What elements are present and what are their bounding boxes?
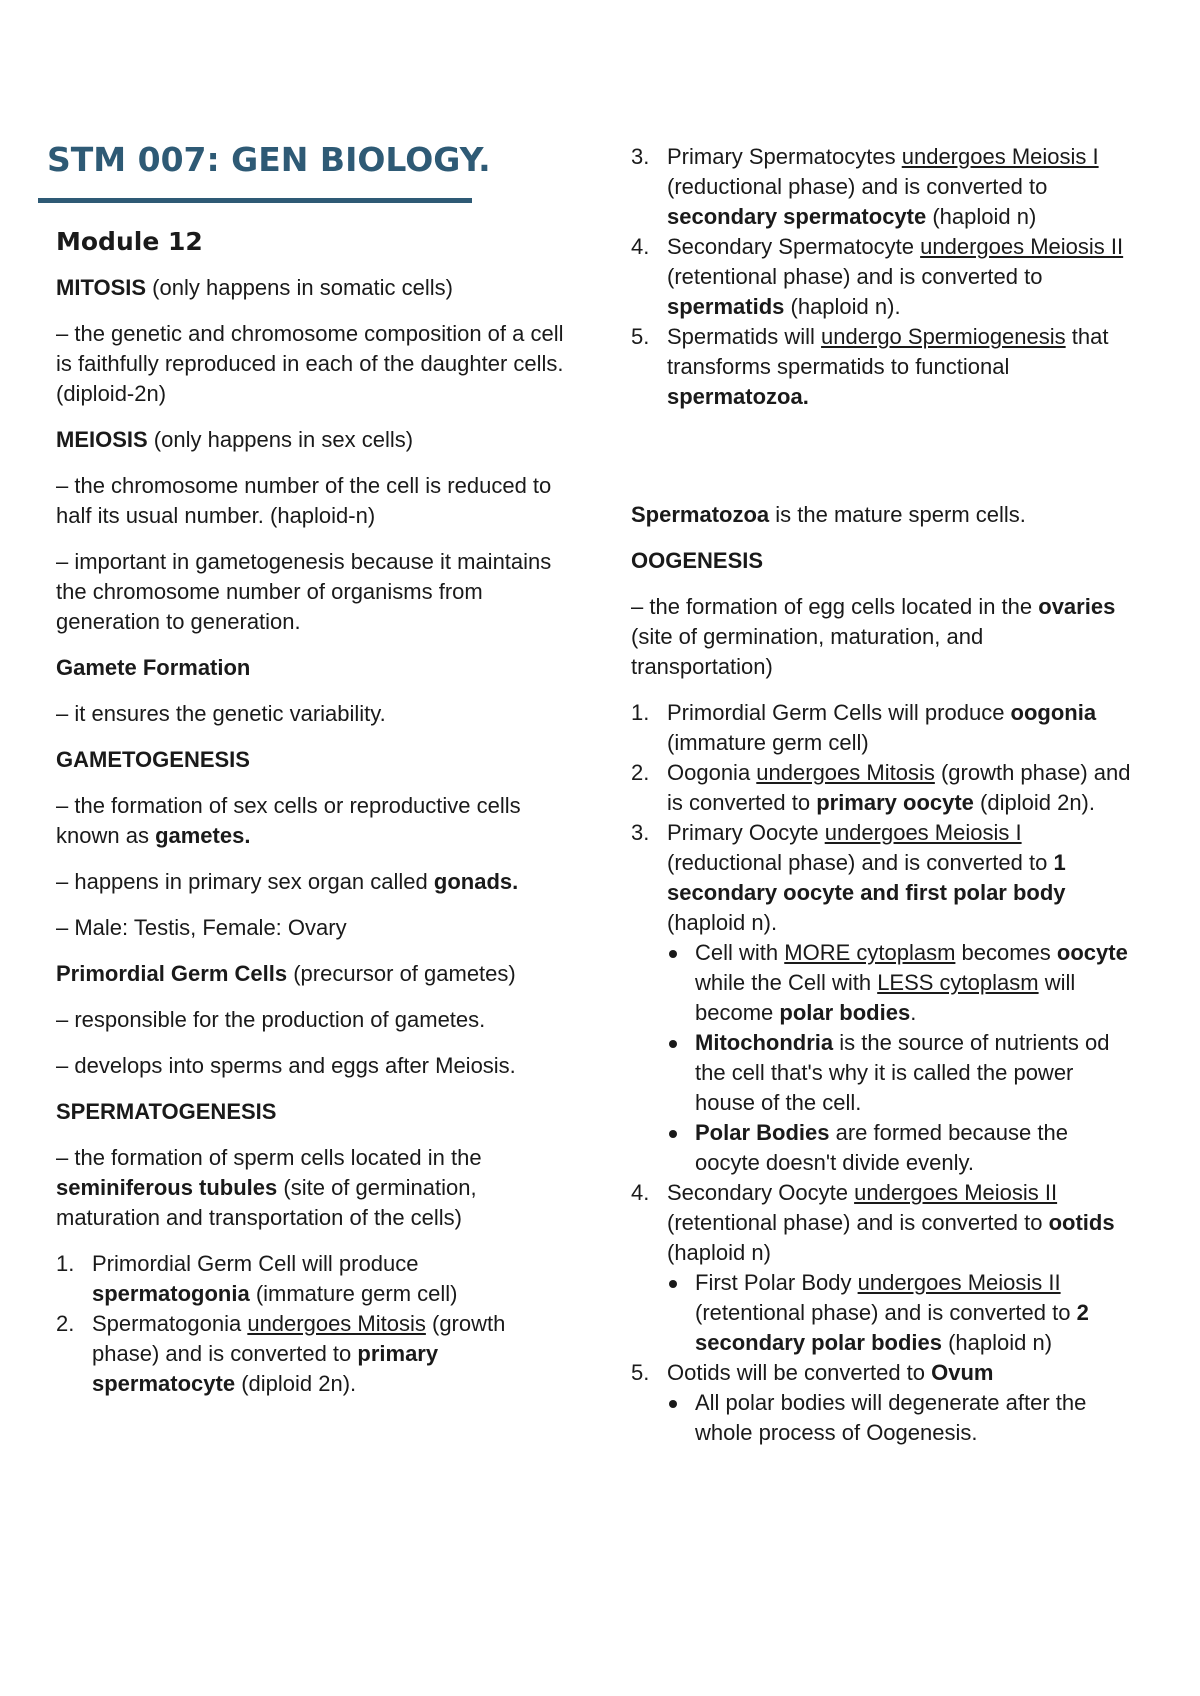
text-run: (growth phase) and is converted to [667,760,1131,815]
text-run: Spermatogonia [92,1311,248,1336]
spermatozoa-term: Spermatozoa [631,502,770,527]
male-female-line: – Male: Testis, Female: Ovary [56,915,347,940]
text-run: (haploid n) [667,1240,771,1265]
gamete-formation-description: – it ensures the genetic variability. [56,701,386,726]
text-run: becomes [955,940,1057,965]
oogenesis-steps [631,698,1131,1448]
text-run: (diploid 2n). [235,1371,357,1396]
bullet-icon [669,1040,677,1048]
list-number: 4. [631,1180,650,1205]
text-run: Ootids will be converted to [667,1360,932,1385]
underlined-term: MORE cytoplasm [784,940,956,965]
text-run: (reductional phase) and is converted to [667,850,1054,875]
underlined-term: undergoes Meiosis I [901,144,1099,169]
list-item [631,142,1131,232]
text-run: Spermatids will [667,324,822,349]
list-item [631,758,1131,818]
list-number: 1. [56,1251,75,1276]
text-run: . [910,1000,917,1025]
mitosis-heading [56,273,576,303]
list-item [631,698,1131,758]
text-run: (retentional phase) and is converted to [667,264,1043,289]
mitosis-note: (only happens in somatic cells) [146,275,453,300]
text-run: (retentional phase) and is converted to [667,1210,1049,1235]
text-run: – the formation of sperm cells located in the [56,1145,482,1170]
list-number: 3. [631,820,650,845]
bold-term: primary spermatocyte [92,1341,439,1396]
text-run: (immature germ cell) [249,1281,458,1306]
gametogenesis-description [56,791,576,851]
text-run: Secondary Spermatocyte [667,234,921,259]
seminiferous-term: seminiferous tubules [56,1175,278,1200]
text-run: (reductional phase) and is converted to [667,174,1048,199]
bullet-icon [669,1130,677,1138]
text-run: (site of germination, maturation, and transportation) [631,624,984,679]
text-run: that transforms spermatids to functional [667,324,1109,379]
bold-term: Mitochondria [695,1030,834,1055]
pgc-description-1: – responsible for the production of gametes. [56,1007,486,1032]
text-run: is the mature sperm cells. [769,502,1026,527]
text-run: – the formation of egg cells located in the [631,594,1039,619]
document-title: STM 007: GEN BIOLOGY. [47,140,491,179]
bold-term: primary oocyte [816,790,974,815]
text-run: – the formation of sex cells or reproductive cells known as [56,793,521,848]
bold-term: spermatogonia [92,1281,250,1306]
text-run: (immature germ cell) [667,730,869,755]
list-item [631,1178,1131,1358]
gonads-term: gonads. [433,869,519,894]
list-number: 4. [631,234,650,259]
text-run: Primary Oocyte [667,820,825,845]
meiosis-description-2: – important in gametogenesis because it maintains the chromosome number of organisms from generation to generation. [56,549,552,634]
mitosis-term: MITOSIS [56,275,147,300]
underlined-term: undergoes Mitosis [756,760,935,785]
list-number: 1. [631,700,650,725]
underlined-term: undergoes Meiosis II [857,1270,1061,1295]
ovum-notes [667,1388,1131,1448]
text-run: All polar bodies will degenerate after the whole process of Oogenesis. [695,1390,1087,1445]
list-item [56,1249,576,1309]
list-number: 2. [631,760,650,785]
title-underline [38,198,472,203]
bullet-item [667,1388,1131,1448]
text-run: Primary Spermatocytes [667,144,902,169]
list-number: 2. [56,1311,75,1336]
text-run: (haploid n) [941,1330,1053,1355]
polar-body-notes [667,1268,1131,1358]
bold-term: oocyte [1056,940,1128,965]
meiosis-heading [56,425,576,455]
bold-term: Polar Bodies [695,1120,830,1145]
spermatogenesis-description [56,1143,576,1233]
ovaries-term: ovaries [1038,594,1116,619]
gamete-formation-heading: Gamete Formation [56,655,251,680]
meiosis-description-1: – the chromosome number of the cell is reduced to half its usual number. (haploid-n) [56,473,552,528]
spermatozoa-definition [631,500,1131,530]
bullet-icon [669,1280,677,1288]
bullet-item [667,1118,1131,1178]
bold-term: ootids [1048,1210,1115,1235]
list-item [56,1309,576,1399]
gametogenesis-heading: GAMETOGENESIS [56,747,250,772]
text-run: Oogonia [667,760,757,785]
text-run: Cell with [695,940,785,965]
text-run: (diploid 2n). [973,790,1095,815]
list-item [631,322,1131,412]
text-run: will become [695,970,1076,1025]
bold-term: polar bodies [779,1000,911,1025]
pgc-note: (precursor of gametes) [287,961,516,986]
bullet-item [667,1268,1131,1358]
gonads-description [56,867,576,897]
pgc-description-2: – develops into sperms and eggs after Meiosis. [56,1053,516,1078]
bold-term: spermatids [667,294,785,319]
text-run: (haploid n). [784,294,901,319]
list-item [631,1358,1131,1448]
text-run: Primordial Germ Cells will produce [667,700,1011,725]
text-run: – happens in primary sex organ called [56,869,434,894]
text-run: (haploid n) [926,204,1037,229]
text-run: Primordial Germ Cell will produce [92,1251,419,1276]
underlined-term: undergoes Mitosis [247,1311,426,1336]
underlined-term: undergo Spermiogenesis [821,324,1066,349]
spermatogenesis-steps-continued [631,142,1131,412]
list-number: 5. [631,324,650,349]
oogenesis-description [631,592,1131,682]
bullet-icon [669,950,677,958]
text-run: while the Cell with [695,970,878,995]
bold-term: spermatozoa. [667,384,809,409]
spermatogenesis-steps [56,1249,576,1399]
list-number: 3. [631,144,650,169]
oogenesis-heading: OOGENESIS [631,548,764,573]
mitosis-description: – the genetic and chromosome composition of a cell is faithfully reproduced in each of the daughter cells. (diploid-2n) [56,321,564,406]
primordial-germ-cells-heading [56,959,576,989]
bold-term: secondary spermatocyte [667,204,927,229]
text-run: (site of germination, maturation and transportation of the cells) [56,1175,477,1230]
meiosis-note: (only happens in sex cells) [147,427,414,452]
underlined-term: undergoes Meiosis II [854,1180,1058,1205]
list-item [631,818,1131,1178]
bold-term: oogonia [1010,700,1097,725]
text-run: First Polar Body [695,1270,858,1295]
underlined-term: undergoes Meiosis I [824,820,1022,845]
oocyte-notes [667,938,1131,1178]
module-heading: Module 12 [56,227,203,256]
right-column [631,142,1131,1448]
text-run: are formed because the oocyte doesn't divide evenly. [695,1120,1068,1175]
text-run: is the source of nutrients od the cell that's why it is called the power house of the cell. [695,1030,1110,1115]
bullet-item [667,938,1131,1028]
text-run: Secondary Oocyte [667,1180,855,1205]
bold-term: 2 secondary polar bodies [695,1300,1089,1355]
underlined-term: undergoes Meiosis II [920,234,1124,259]
gametes-term: gametes. [155,823,251,848]
text-run: (retentional phase) and is converted to [695,1300,1077,1325]
bullet-item [667,1028,1131,1118]
bullet-icon [669,1400,677,1408]
meiosis-term: MEIOSIS [56,427,148,452]
pgc-term: Primordial Germ Cells [56,961,288,986]
underlined-term: LESS cytoplasm [877,970,1039,995]
bold-term: Ovum [931,1360,994,1385]
text-run: (growth phase) and is converted to [92,1311,506,1366]
spermatogenesis-heading: SPERMATOGENESIS [56,1099,277,1124]
text-run: (haploid n). [667,910,778,935]
left-column [47,140,576,1399]
list-number: 5. [631,1360,650,1385]
bold-term: 1 secondary oocyte and first polar body [667,850,1066,905]
list-item [631,232,1131,322]
